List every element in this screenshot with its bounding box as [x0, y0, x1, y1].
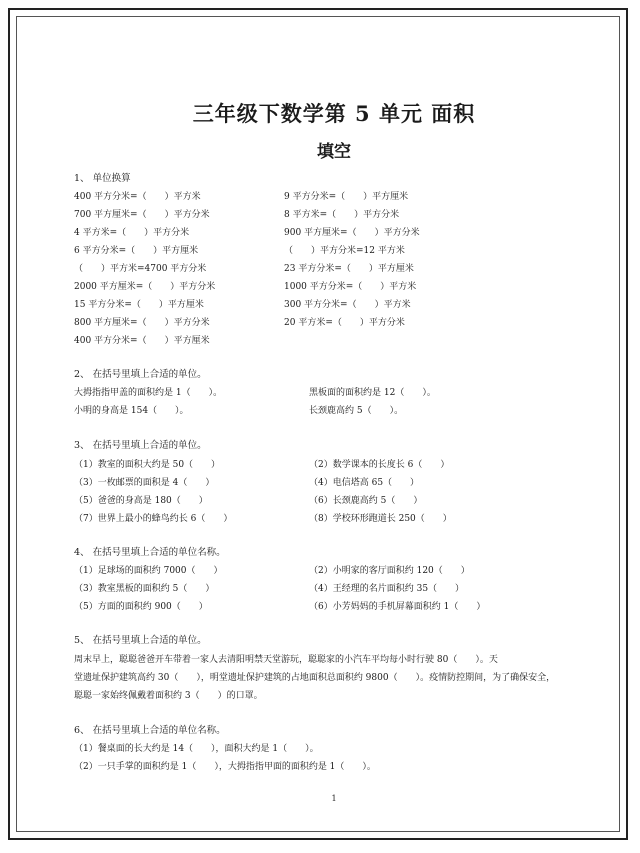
worksheet-page [74, 0, 594, 853]
question-line: （2）小明家的客厅面积约 120（ ） [309, 566, 470, 576]
question-line: （5）方面的面积约 900（ ） [74, 602, 208, 612]
question-line: （6）长颈鹿高约 5（ ） [309, 496, 423, 506]
question-line: 6 平方分米=（ ）平方厘米 [74, 246, 199, 256]
question-line: （1）足球场的面积约 7000（ ） [74, 566, 223, 576]
question-line: （ ）平方分米=12 平方米 [284, 246, 405, 256]
question-line: （5）爸爸的身高是 180（ ） [74, 496, 208, 506]
section-1-right-column [284, 188, 420, 332]
section-3-right-column [309, 456, 452, 528]
question-line: （ ）平方米=4700 平方分米 [74, 264, 207, 274]
section-2-heading: 2、 在括号里填上合适的单位。 [74, 369, 207, 380]
question-line: 300 平方分米=（ ）平方米 [284, 300, 411, 310]
section-1-heading: 1、 单位换算 [74, 173, 131, 184]
question-line: （3）一枚邮票的面积是 4（ ） [74, 478, 215, 488]
question-line: 1000 平方分米=（ ）平方米 [284, 282, 417, 292]
question-line: 小明的身高是 154（ ）。 [74, 406, 189, 416]
section-3-heading: 3、 在括号里填上合适的单位。 [74, 440, 207, 451]
section-6-paragraph [74, 740, 574, 776]
question-line: 400 平方分米=（ ）平方米 [74, 192, 201, 202]
section-5-paragraph [74, 651, 574, 705]
section-6-heading: 6、 在括号里填上合适的单位名称。 [74, 725, 226, 736]
question-line: 400 平方分米=（ ）平方厘米 [74, 336, 210, 346]
section-3-left-column [74, 456, 232, 528]
question-line: （2）数学课本的长度长 6（ ） [309, 460, 450, 470]
paragraph-line: 周末早上，聪聪爸爸开车带着一家人去清阳明禁天堂游玩，聪聪家的小汽车平均每小时行驶 80（ ）。天 [74, 655, 498, 665]
question-line: 长颈鹿高约 5（ ）。 [309, 406, 404, 416]
question-line: 900 平方厘米=（ ）平方分米 [284, 228, 420, 238]
section-1-left-column [74, 188, 215, 350]
worksheet-subtitle: 填空 [317, 142, 351, 162]
question-line: （7）世界上最小的蜂鸟约长 6（ ） [74, 514, 233, 524]
question-line: 大拇指指甲盖的面积约是 1（ ）。 [74, 388, 223, 398]
paragraph-line: （1）餐桌面的长大约是 14（ ），面积大约是 1（ ）。 [74, 744, 319, 754]
section-5-heading: 5、 在括号里填上合适的单位。 [74, 635, 207, 646]
section-4-heading: 4、 在括号里填上合适的单位名称。 [74, 547, 226, 558]
section-2-left-column [74, 384, 222, 420]
question-line: （4）王经理的名片面积约 35（ ） [309, 584, 465, 594]
section-4-right-column [309, 562, 485, 616]
question-line: 9 平方分米=（ ）平方厘米 [284, 192, 409, 202]
question-line: 15 平方分米=（ ）平方厘米 [74, 300, 204, 310]
question-line: （3）教室黑板的面积约 5（ ） [74, 584, 215, 594]
paragraph-line: 聪聪一家始终佩戴着面积约 3（ ）的口罩。 [74, 691, 263, 701]
paragraph-line: 堂遗址保护建筑高约 30（ ），明堂遗址保护建筑的占地面积总面积约 9800（ ）。疫情防控期间，为了确保安全， [74, 673, 556, 683]
paragraph-line: （2）一只手掌的面积约是 1（ ），大拇指指甲面的面积约是 1（ ）。 [74, 762, 376, 772]
question-line: （4）电信塔高 65（ ） [309, 478, 420, 488]
question-line: 4 平方米=（ ）平方分米 [74, 228, 190, 238]
question-line: 800 平方厘米=（ ）平方分米 [74, 318, 210, 328]
section-2-right-column [309, 384, 436, 420]
question-line: 23 平方分米=（ ）平方厘米 [284, 264, 414, 274]
question-line: 20 平方米=（ ）平方分米 [284, 318, 405, 328]
question-line: （8）学校环形跑道长 250（ ） [309, 514, 452, 524]
worksheet-title: 三年级下数学第 5 单元 面积 [192, 101, 476, 126]
question-line: （1）教室的面积大约是 50（ ） [74, 460, 221, 470]
page-number: 1 [331, 794, 337, 803]
question-line: 8 平方米=（ ）平方分米 [284, 210, 400, 220]
question-line: 黑板面的面积约是 12（ ）。 [309, 388, 436, 398]
question-line: （6）小芳妈妈的手机屏幕面积约 1（ ） [309, 602, 486, 612]
question-line: 2000 平方厘米=（ ）平方分米 [74, 282, 216, 292]
question-line: 700 平方厘米=（ ）平方分米 [74, 210, 210, 220]
section-4-left-column [74, 562, 223, 616]
